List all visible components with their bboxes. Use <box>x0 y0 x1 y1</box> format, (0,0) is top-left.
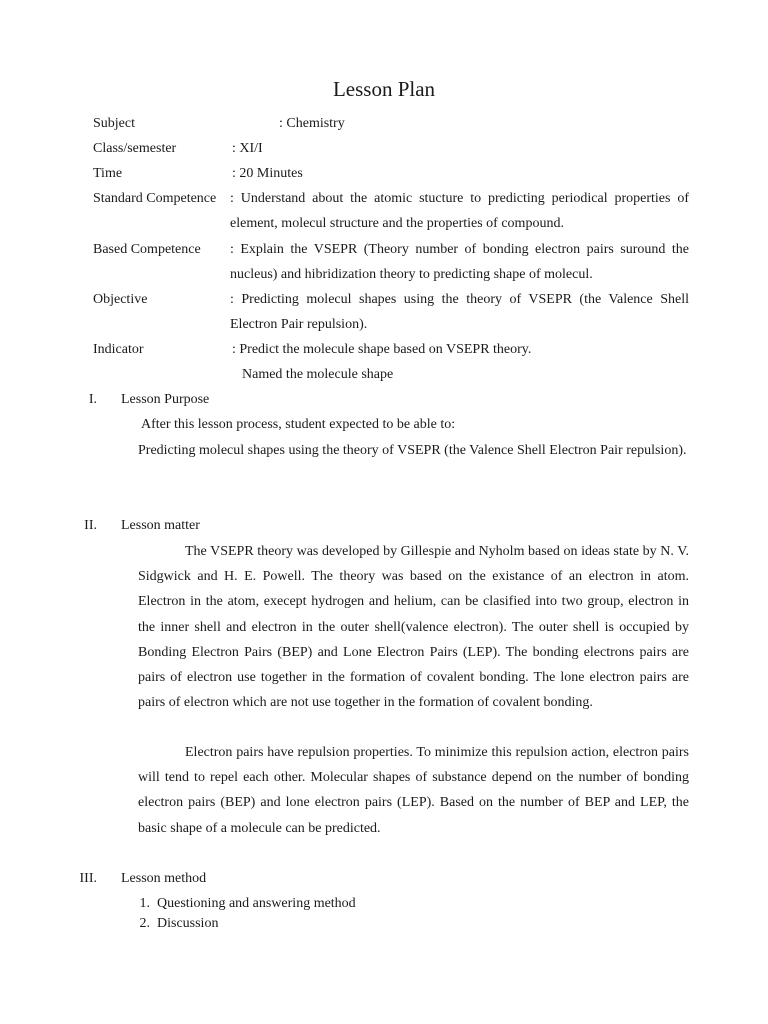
subject-value: : Chemistry <box>279 116 345 131</box>
document-title: Lesson Plan <box>332 77 436 101</box>
standard-competence-value: : Understand about the atomic stucture to predicting periodical properties of element, molecul structure and the properties of compound. <box>230 191 689 232</box>
section-3-heading: Lesson method <box>121 871 207 886</box>
section-1-numeral: I. <box>88 392 97 407</box>
section-2-heading: Lesson matter <box>121 518 200 533</box>
class-semester-value: : XI/I <box>232 141 263 156</box>
section-2-paragraph-1: The VSEPR theory was developed by Gillespie and Nyholm based on ideas state by N. V. Sidgwick and H. E. Powell. The theory was based on the existance of an electron in atom. Electron in the atom, execept hydrogen and helium, can be clasified into two group, electron in the inner shell and electron in the outer shell(valence electron). The outer shell is occupied by Bonding Electron Pairs (BEP) and Lone Electron Pairs (LEP). The bonding electrons pairs are pairs of electron use together in the formation of covalent bonding. The lone electron pairs are pairs of electron which are not use together in the formation of covalent bonding. <box>138 544 689 711</box>
method-item-1-text: Questioning and answering method <box>157 896 356 911</box>
objective-label: Objective <box>93 292 148 307</box>
based-competence-label: Based Competence <box>93 242 201 257</box>
objective-value: : Predicting molecul shapes using the theory of VSEPR (the Valence Shell Electron Pair repulsion). <box>230 292 689 333</box>
indicator-value: : Predict the molecule shape based on VSEPR theory. <box>232 342 532 357</box>
time-value: : 20 Minutes <box>232 166 303 181</box>
indicator-label: Indicator <box>93 342 144 357</box>
section-1-purpose-text: Predicting molecul shapes using the theory of VSEPR (the Valence Shell Electron Pair repulsion). <box>138 443 687 458</box>
method-item-2-number: 2. <box>139 916 150 931</box>
section-2-numeral: II. <box>84 518 97 533</box>
subject-label: Subject <box>93 116 135 131</box>
time-label: Time <box>93 166 123 181</box>
method-item-1-number: 1. <box>139 896 150 911</box>
section-1-intro: After this lesson process, student expected to be able to: <box>141 417 456 432</box>
standard-competence-label: Standard Competence <box>93 191 217 206</box>
section-3-numeral: III. <box>79 871 97 886</box>
class-semester-label: Class/semester <box>93 141 177 156</box>
method-item-2-text: Discussion <box>157 916 219 931</box>
section-2-paragraph-2: Electron pairs have repulsion properties. To minimize this repulsion action, electron pairs will tend to repel each other. Molecular shapes of substance depend on the number of bonding electron pairs (BEP) and lone electron pairs (LEP). Based on the number of BEP and LEP, the basic shape of a molecule can be predicted. <box>138 745 689 836</box>
indicator-value-2: Named the molecule shape <box>242 367 394 382</box>
based-competence-value: : Explain the VSEPR (Theory number of bonding electron pairs suround the nucleus) and hibridization theory to predicting shape of molecul. <box>230 242 689 283</box>
section-1-heading: Lesson Purpose <box>121 392 210 407</box>
